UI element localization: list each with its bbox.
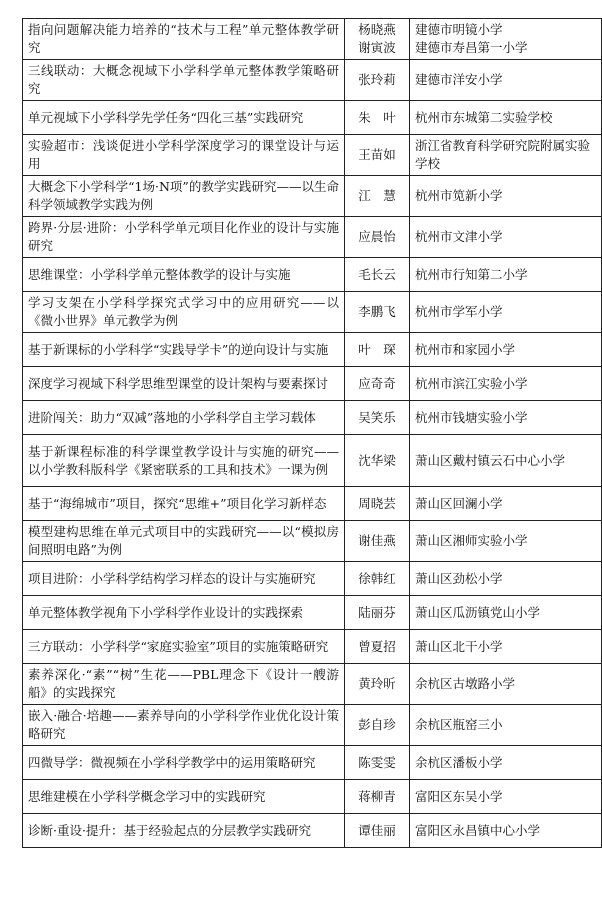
research-title-cell: 大概念下小学科学“1场·N项”的教学实践研究——以生命科学领域教学实践为例 <box>23 176 345 217</box>
school-name: 富阳区永昌镇中心小学 <box>415 822 541 838</box>
research-title-cell: 素养深化·“素”“树”生花——PBL理念下《设计一艘游船》的实践探究 <box>23 664 345 705</box>
author-name: 陈雯雯 <box>358 754 396 770</box>
author-name: 朱 叶 <box>358 109 396 125</box>
school-name: 浙江省教育科学研究院附属实验学校 <box>415 138 591 171</box>
research-title-cell: 四微导学：微视频在小学科学教学中的运用策略研究 <box>23 746 345 780</box>
research-title-cell: 模型建构思维在单元式项目中的实践研究——以“模拟房间照明电路”为例 <box>23 521 345 562</box>
table-body <box>23 19 602 848</box>
author-cell <box>345 135 410 176</box>
author-name: 曾夏招 <box>358 638 396 654</box>
table-row <box>23 814 602 848</box>
author-name: 王苗如 <box>358 147 396 162</box>
author-cell <box>345 435 410 487</box>
author-cell <box>345 60 410 101</box>
research-title-cell: 单元整体教学视角下小学科学作业设计的实践探索 <box>23 596 345 630</box>
author-cell <box>345 562 410 596</box>
school-cell <box>410 487 602 521</box>
school-cell <box>410 135 602 176</box>
table-row <box>23 19 602 60</box>
school-name: 余杭区瓶窑三小 <box>415 717 503 732</box>
table-row <box>23 596 602 630</box>
school-name: 杭州市学军小学 <box>415 304 503 319</box>
school-name: 建德市洋安小学 <box>415 72 503 87</box>
research-title-cell: 基于新课标的小学科学“实践导学卡”的逆向设计与实施 <box>23 333 345 367</box>
school-cell <box>410 176 602 217</box>
school-cell <box>410 435 602 487</box>
author-cell <box>345 630 410 664</box>
author-name: 黄玲昕 <box>358 676 396 691</box>
author-name: 谭佳丽 <box>358 822 396 838</box>
school-name: 富阳区东吴小学 <box>415 788 503 804</box>
author-cell <box>345 487 410 521</box>
school-cell <box>410 292 602 333</box>
author-name: 沈华梁 <box>358 452 396 468</box>
table-row <box>23 562 602 596</box>
research-title-cell: 诊断·重设·提升：基于经验起点的分层教学实践研究 <box>23 814 345 848</box>
school-name: 杭州市滨江实验小学 <box>415 375 528 391</box>
table-row <box>23 705 602 746</box>
table-row <box>23 258 602 292</box>
school-name: 杭州市和家园小学 <box>415 341 516 357</box>
author-cell <box>345 19 410 60</box>
author-name: 叶 琛 <box>358 341 396 357</box>
research-title-cell: 学习支架在小学科学探究式学习中的应用研究——以《微小世界》单元教学为例 <box>23 292 345 333</box>
school-name: 萧山区戴村镇云石中心小学 <box>415 452 566 468</box>
table-row <box>23 333 602 367</box>
school-cell <box>410 258 602 292</box>
author-name: 周晓芸 <box>358 495 396 511</box>
school-cell <box>410 780 602 814</box>
school-name: 余杭区潘板小学 <box>415 754 503 770</box>
table-row <box>23 746 602 780</box>
school-cell <box>410 596 602 630</box>
author-name: 杨晓燕 <box>358 22 396 37</box>
research-title-cell: 三线联动：大概念视域下小学科学单元整体教学策略研究 <box>23 60 345 101</box>
table-row <box>23 487 602 521</box>
school-name: 杭州市笕新小学 <box>415 188 503 203</box>
school-name: 萧山区瓜沥镇党山小学 <box>415 604 541 620</box>
school-name: 杭州市行知第二小学 <box>415 266 528 282</box>
author-name: 江 慧 <box>358 188 396 203</box>
author-cell <box>345 664 410 705</box>
research-list-table <box>22 18 602 848</box>
research-title-cell: 嵌入·融合·培趣——素养导向的小学科学作业优化设计策略研究 <box>23 705 345 746</box>
table-row <box>23 101 602 135</box>
research-title-cell: 思维课堂：小学科学单元整体教学的设计与实施 <box>23 258 345 292</box>
table-row <box>23 630 602 664</box>
author-cell <box>345 814 410 848</box>
author-cell <box>345 705 410 746</box>
table-row <box>23 367 602 401</box>
author-name: 彭自珍 <box>358 717 396 732</box>
school-cell <box>410 401 602 435</box>
author-name: 张玲莉 <box>358 72 396 87</box>
school-name: 建德市寿昌第一小学 <box>415 40 528 55</box>
research-title-cell: 进阶闯关：助力“双减”落地的小学科学自主学习载体 <box>23 401 345 435</box>
research-title-cell: 实验超市：浅谈促进小学科学深度学习的课堂设计与运用 <box>23 135 345 176</box>
author-cell <box>345 401 410 435</box>
research-title-cell: 思维建模在小学科学概念学习中的实践研究 <box>23 780 345 814</box>
author-name: 谢佳燕 <box>358 533 396 548</box>
school-name: 萧山区湘师实验小学 <box>415 533 528 548</box>
table-row <box>23 135 602 176</box>
school-name: 萧山区回澜小学 <box>415 495 503 511</box>
author-cell <box>345 333 410 367</box>
school-cell <box>410 217 602 258</box>
school-cell <box>410 333 602 367</box>
research-title-cell: 三方联动：小学科学“家庭实验室”项目的实施策略研究 <box>23 630 345 664</box>
author-name: 应晨怡 <box>358 229 396 244</box>
research-title-cell: 基于“海绵城市”项目，探究“思维+”项目化学习新样态 <box>23 487 345 521</box>
author-cell <box>345 780 410 814</box>
table-row <box>23 780 602 814</box>
table-row <box>23 435 602 487</box>
school-cell <box>410 60 602 101</box>
research-title-cell: 基于新课程标准的科学课堂教学设计与实施的研究——以小学教科版科学《紧密联系的工具和技术》一课为例 <box>23 435 345 487</box>
author-cell <box>345 746 410 780</box>
author-cell <box>345 521 410 562</box>
table-row <box>23 521 602 562</box>
research-title-cell: 跨界·分层·进阶：小学科学单元项目化作业的设计与实施研究 <box>23 217 345 258</box>
author-name: 应奇奇 <box>358 375 396 391</box>
author-name: 李鹏飞 <box>358 304 396 319</box>
school-name: 杭州市文津小学 <box>415 229 503 244</box>
author-cell <box>345 367 410 401</box>
author-cell <box>345 176 410 217</box>
school-cell <box>410 746 602 780</box>
table-row <box>23 292 602 333</box>
table-row <box>23 664 602 705</box>
table-row <box>23 217 602 258</box>
research-title-cell: 深度学习视域下科学思维型课堂的设计架构与要素探讨 <box>23 367 345 401</box>
author-cell <box>345 101 410 135</box>
author-cell <box>345 292 410 333</box>
author-name: 谢寅波 <box>358 40 396 55</box>
table-row <box>23 401 602 435</box>
school-name: 萧山区北干小学 <box>415 638 503 654</box>
school-name: 余杭区古墩路小学 <box>415 676 516 691</box>
school-cell <box>410 630 602 664</box>
school-cell <box>410 101 602 135</box>
school-cell <box>410 705 602 746</box>
table-row <box>23 60 602 101</box>
author-cell <box>345 217 410 258</box>
author-name: 蒋柳青 <box>358 788 396 804</box>
research-title-cell: 指向问题解决能力培养的“技术与工程”单元整体教学研究 <box>23 19 345 60</box>
author-cell <box>345 596 410 630</box>
table-row <box>23 176 602 217</box>
research-title-cell: 单元视域下小学科学先学任务“四化三基”实践研究 <box>23 101 345 135</box>
school-cell <box>410 19 602 60</box>
school-name: 杭州市钱塘实验小学 <box>415 409 528 425</box>
school-name: 萧山区劲松小学 <box>415 570 503 586</box>
author-cell <box>345 258 410 292</box>
school-cell <box>410 367 602 401</box>
school-name: 建德市明镜小学 <box>415 22 503 37</box>
research-title-cell: 项目进阶：小学科学结构学习样态的设计与实施研究 <box>23 562 345 596</box>
school-name: 杭州市东城第二实验学校 <box>415 109 553 125</box>
author-name: 徐韩红 <box>358 570 396 586</box>
author-name: 陆丽芬 <box>358 604 396 620</box>
school-cell <box>410 814 602 848</box>
school-cell <box>410 521 602 562</box>
author-name: 吴笑乐 <box>358 409 396 425</box>
school-cell <box>410 664 602 705</box>
author-name: 毛长云 <box>358 266 396 282</box>
school-cell <box>410 562 602 596</box>
